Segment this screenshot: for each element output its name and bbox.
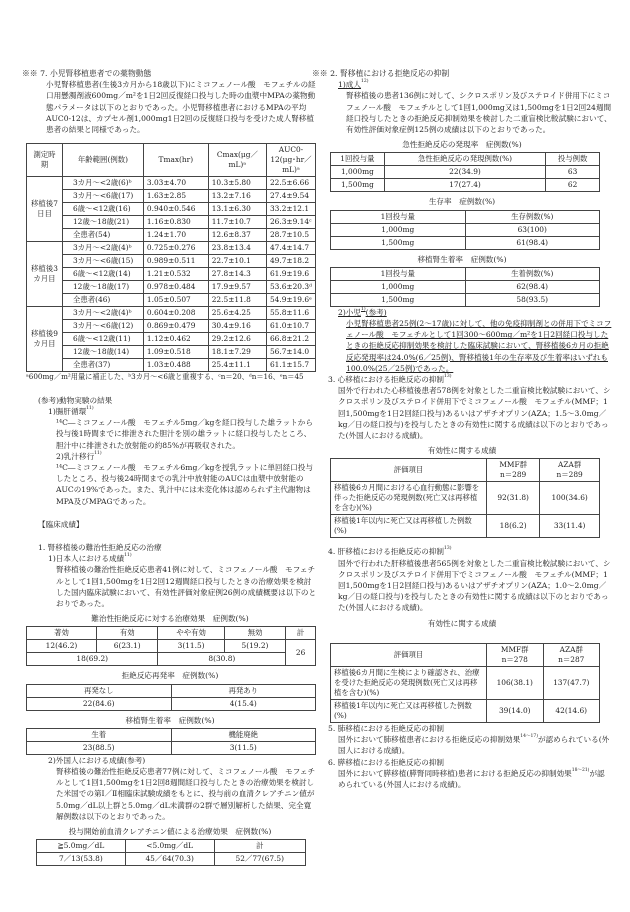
pk-header-age: 年齢範囲(例数) <box>62 144 143 177</box>
pk-cell: 22.5±6.66 <box>266 177 315 190</box>
cell: 45／64(70.3) <box>125 853 214 866</box>
treatment-effect-table <box>26 626 316 666</box>
pk-cell: 0.989±0.511 <box>143 255 208 268</box>
cell: 1,500mg <box>331 293 466 306</box>
reference-superscript: 11) <box>86 405 94 411</box>
table-row <box>27 242 316 255</box>
cell: 7／13(53.8) <box>37 853 126 866</box>
cell-total: 26 <box>286 640 316 666</box>
cell <box>487 459 540 482</box>
animal-sub1-title-text: 1)腸肝循環 <box>48 406 87 416</box>
pk-cell: 23.8±13.4 <box>208 242 266 255</box>
cell: 52／77(67.5) <box>214 853 305 866</box>
pk-cell: 18.1±7.29 <box>208 346 266 359</box>
table-row <box>27 294 316 307</box>
pk-cell: 17.9±9.57 <box>208 281 266 294</box>
pk-cell: 0.940±0.546 <box>143 203 208 216</box>
table-caption: 移植腎生着率 症例数(%) <box>417 254 507 264</box>
cell <box>487 643 543 666</box>
pk-cell: 12.6±8.37 <box>208 229 266 242</box>
reference-superscript: 14〜17) <box>520 734 538 740</box>
survival-rate-table <box>330 210 600 250</box>
table-row <box>27 203 316 216</box>
pk-cell: 61.0±10.7 <box>266 320 315 333</box>
cell: 無効 <box>224 627 285 640</box>
cell: 投与例数 <box>546 153 600 166</box>
cell: 22(84.6) <box>27 697 172 710</box>
section-7-heading: ※※ 7. 小児腎移植患者での薬物動態 <box>22 69 152 78</box>
mmf-header: MMF群 <box>499 460 527 470</box>
pk-cell: 1.24±1.70 <box>143 229 208 242</box>
cell: 62(98.4) <box>465 280 600 293</box>
cell: 有効 <box>97 627 158 640</box>
cell: 17(27.4) <box>384 179 545 192</box>
pk-header-auc: AUC0-12(μg･hr／mL)ᵃ <box>266 144 315 177</box>
cell: 18(69.2) <box>27 653 158 666</box>
pk-cell: 1.03±0.488 <box>143 359 208 372</box>
reference-superscript: 18〜21) <box>571 767 590 773</box>
aza-n: n＝287 <box>558 654 585 664</box>
cell: 急性拒絶反応の発現例数(%) <box>384 153 545 166</box>
section-5-text-a: 国外において肺移植患者における拒絶反応の抑制効果 <box>338 735 521 745</box>
aza-n: n＝289 <box>556 470 583 480</box>
table-row <box>27 307 316 320</box>
section-2-sub2-suffix: (参考) <box>365 307 387 317</box>
mmf-n: n＝278 <box>501 654 528 664</box>
pk-cell: 3カ月～<2歳(4)ᵇ <box>62 307 143 320</box>
pk-cell: 全患者(37) <box>62 359 143 372</box>
section-2-sub2-title-text: 2)小児 <box>338 307 361 317</box>
pk-cell: 27.8±14.3 <box>208 268 266 281</box>
cell: 生存例数(%) <box>465 210 600 223</box>
table-row <box>27 281 316 294</box>
reference-superscript: 13) <box>443 546 452 552</box>
cell: 生着例数(%) <box>465 267 600 280</box>
pk-cell: 25.4±11.1 <box>208 359 266 372</box>
animal-sub1-title <box>22 406 318 417</box>
cell: 評価項目 <box>331 459 487 482</box>
cell: 58(93.5) <box>465 293 600 306</box>
pk-table-footnote: ᵃ600mg／m²用量に補正した、ᵇ3カ月～<6歳と重複する、ᶜn＝20、ᵈn＝16、ᵉn＝45 <box>26 372 304 382</box>
cell: 1,000mg <box>331 166 385 179</box>
cell: 機能廃絶 <box>171 728 316 741</box>
cell: 39(14.0) <box>487 699 543 722</box>
cell: 移植後6カ月間における心血行動態に影響を伴った拒絶反応の発現例数(死亡又は再移植を含む)(%) <box>331 482 487 515</box>
table-caption: 移植腎生着率 症例数(%) <box>125 715 215 725</box>
section-6-text-b: が認められている(外国人における成績)。 <box>338 768 605 789</box>
pk-cell: 30.4±9.16 <box>208 320 266 333</box>
cell: 5(19.2) <box>224 640 285 653</box>
clinical-s1-sub1-title-text: 1)日本人における成績 <box>48 554 125 564</box>
table-row <box>27 229 316 242</box>
clinical-s1-title: 1. 腎移植後の難治性拒絶反応の治療 <box>38 542 162 552</box>
pk-cell: 47.4±14.7 <box>266 242 315 255</box>
pk-cell: 55.8±11.6 <box>266 307 315 320</box>
pk-cell: 0.604±0.208 <box>143 307 208 320</box>
section-2-sub2-text: 小児腎移植患者25例(2～17歳)に対して、他の免疫抑制剤との併用下でミコフェノール酸 モフェチルとして1回300～600mg／m²を1日2回経口投与したときの拒絶反応抑制効果を検討した臨床試験において、腎移植後6カ月の拒絶反応発現率は24.0%(6／25例)、腎移植後1年の生存率及び生着率はいずれも100.0%(25／25例)であった。 <box>346 319 612 373</box>
pk-cell: 1.21±0.532 <box>143 268 208 281</box>
table-row <box>27 268 316 281</box>
pk-cell: 6歳～<12歳(14) <box>62 268 143 281</box>
pk-cell: 10.3±5.80 <box>208 177 266 190</box>
cell: 92(31.8) <box>487 482 540 515</box>
section-6-text-a: 国外において膵移植(膵腎同時移植)患者における拒絶反応の抑制効果 <box>338 768 572 778</box>
section-3-heading <box>312 374 612 385</box>
pk-cell: 54.9±19.6ᵉ <box>266 294 315 307</box>
section-3-heading-text: 3. 心移植における拒絶反応の抑制 <box>328 375 444 385</box>
section-3-text: 国外で行われた心移植後患者578例を対象とした二重盲検比較試験において、シクロスポリン及びステロイド併用下でミコフェノール酸 モフェチル(MMF；1回1,500mgを1日2回経口投与)あるいはアザチオプリン(AZA；1.5～3.0mg／kg／日の経口投与)を投与したときの有効性に関する成績は以下のとおりであった(外国人における成績)。 <box>338 386 611 441</box>
section-2-sub1-text: 腎移植後の患者136例に対して、シクロスポリン及びステロイド併用下にミコフェノール酸 モフェチルとして1回1,000mg又は1,500mgを1日2回24週間経口投与したときの拒絶反応抑制効果を検討した二重盲検比較試験において、有効性評価対象症例125例の成績は以下のとおりであった。 <box>346 91 612 135</box>
section-2-sub1-title-text: 1)成人 <box>338 80 361 90</box>
reference-superscript: 1) <box>360 306 366 312</box>
section-7-paragraph: 小児腎移植患者(生後3カ月から18歳以下)にミコフェノール酸 モフェチルの経口用懸濁剤液600mg／m²を1日2回反復経口投与した時の血漿中MPAの薬物動態パラメータは以下のとおりであった。小児腎移植患者におけるMPAの平均AUC0-12は、カプセル剤1,000mg1日2回の反復経口投与を受けた成人腎移植患者の結果と同様であった。 <box>46 80 316 135</box>
cell: 63 <box>546 166 600 179</box>
pk-cell: 56.7±14.0 <box>266 346 315 359</box>
clinical-s1-sub2-text: 腎移植後の難治性拒絶反応患者77例に対して、ミコフェノール酸 モフェチルとして1回1,500mgを1日2回8週間経口投与したときの治療効果を検討した米国での第Ⅰ／Ⅱ相臨床試験成績をもとに、投与前の血清クレアチニン値が5.0mg／dL以上群と5.0mg／dL未満群の2群で層別解析した結果、完全寛解例数は以下のとおりであった。 <box>56 766 316 821</box>
cell: 3(11.5) <box>171 741 316 754</box>
cell: 6(23.1) <box>97 640 158 653</box>
animal-sub2-text: ¹⁴C―ミコフェノール酸 モフェチル6mg／kgを授乳ラットに単回経口投与したところ、投与後24時間までの乳汁中放射能のAUCは血漿中放射能のAUCの19%であった。また、乳汁中には未変化体は認められず主代謝物はMPA及びMPAGであった。 <box>56 462 313 506</box>
pk-cell: 61.9±19.6 <box>266 268 315 281</box>
pk-cell: 61.1±15.7 <box>266 359 315 372</box>
cell: 63(100) <box>465 223 600 236</box>
reference-superscript: 13) <box>443 374 452 380</box>
pk-cell: 49.7±18.2 <box>266 255 315 268</box>
cell: 18(6.2) <box>487 515 540 538</box>
pk-cell: 1.09±0.518 <box>143 346 208 359</box>
cell: 8(30.8) <box>158 653 286 666</box>
cell: 1回投与量 <box>331 267 466 280</box>
cell: 1回投与量 <box>331 153 385 166</box>
section-2-heading: ※※ 2. 腎移植における拒絶反応の抑制 <box>312 69 450 78</box>
cell: 1回投与量 <box>331 210 466 223</box>
clinical-s1-sub2-title: 2)外国人における成績(参考) <box>48 755 146 765</box>
pk-header-tmax: Tmax(hr) <box>143 144 208 177</box>
cell: 1,000mg <box>331 223 466 236</box>
pk-cell: 全患者(46) <box>62 294 143 307</box>
cell: 再発なし <box>27 684 172 697</box>
table-row <box>27 320 316 333</box>
pk-cell: 1.05±0.507 <box>143 294 208 307</box>
table-caption: 難治性拒絶反応に対する治療効果 症例数(%) <box>91 614 249 624</box>
recurrence-rate-table <box>26 684 316 711</box>
section-6-heading: 6. 膵移植における拒絶反応の抑制 <box>328 757 444 767</box>
graft-survival-adult-table <box>330 267 600 307</box>
pk-cell: 22.7±10.1 <box>208 255 266 268</box>
section-6-text <box>312 768 612 790</box>
cell: 3(11.5) <box>158 640 224 653</box>
table-caption: 有効性に関する成績 <box>427 618 497 628</box>
pk-cell: 3カ月～<6歳(17) <box>62 190 143 203</box>
section-5-text-b: が認められている(外国人における成績)。 <box>338 735 610 756</box>
cell: 4(15.4) <box>171 697 316 710</box>
pk-cell: 3カ月～<2歳(6)ᵇ <box>62 177 143 190</box>
cell: 62 <box>546 179 600 192</box>
cell: 42(14.6) <box>543 699 600 722</box>
cell: 23(88.5) <box>27 741 172 754</box>
cell: やや有効 <box>158 627 224 640</box>
section-5-heading: 5. 肺移植における拒絶反応の抑制 <box>328 723 444 733</box>
mmf-header: MMF群 <box>500 644 529 654</box>
cell: 61(98.4) <box>465 236 600 249</box>
liver-efficacy-table <box>330 643 600 723</box>
pk-cell: 3カ月～<6歳(15) <box>62 255 143 268</box>
pk-cell: 12歳～18歳(21) <box>62 216 143 229</box>
cell: 33(11.4) <box>540 515 600 538</box>
pk-table-body <box>27 177 316 372</box>
pk-cell: 12歳～18歳(14) <box>62 346 143 359</box>
cell: 1,000mg <box>331 280 466 293</box>
cell: 計 <box>286 627 316 640</box>
pk-cell: 0.978±0.484 <box>143 281 208 294</box>
pk-period-cell: 移植後3カ月目 <box>27 242 63 307</box>
pk-cell: 1.12±0.462 <box>143 333 208 346</box>
pk-cell: 1.16±0.830 <box>143 216 208 229</box>
pk-cell: 33.2±12.1 <box>266 203 315 216</box>
pk-cell: 6歳～<12歳(16) <box>62 203 143 216</box>
section-4-text: 国外で行われた肝移植後患者565例を対象とした二重盲検比較試験において、シクロスポリン及びステロイド併用下でミコフェノール酸 モフェチル(MMF；1回1,500mgを1日2回経口投与)あるいはアザチオプリン(AZA；1.0～2.0mg／kg／日の経口投与)を投与したときの有効性に関する成績は以下のとおりであった(外国人における成績)。 <box>338 558 611 613</box>
animal-sub2-title-text: 2)乳汁移行 <box>56 451 95 461</box>
cell: ≧5.0mg／dL <box>37 840 126 853</box>
reference-superscript: 12) <box>360 79 369 85</box>
table-row <box>27 333 316 346</box>
cell <box>543 643 600 666</box>
pk-cell: 25.6±4.25 <box>208 307 266 320</box>
table-caption: 投与開始前血清クレアチニン値による治療効果 症例数(%) <box>68 827 272 836</box>
section-2-sub1-title <box>312 79 612 90</box>
cell: 移植後6カ月間に生検により確認され、治療を受けた拒絶反応の発現例数(死亡又は再移植を含む)(%) <box>331 666 487 699</box>
table-caption: 拒絶反応再発率 症例数(%) <box>121 671 219 681</box>
pk-cell: 26.3±9.14ᶜ <box>266 216 315 229</box>
pk-cell: 22.5±11.8 <box>208 294 266 307</box>
mmf-n: n＝289 <box>500 470 527 480</box>
pk-cell: 3.03±4.70 <box>143 177 208 190</box>
pk-period-cell: 移植後7日目 <box>27 177 63 242</box>
cell: 移植後1年以内に死亡又は再移植した例数(%) <box>331 515 487 538</box>
cell: 1,500mg <box>331 179 385 192</box>
section-5-text <box>312 734 612 756</box>
cell: 100(34.6) <box>540 482 600 515</box>
cell: 生着 <box>27 728 172 741</box>
cell: 移植後1年以内に死亡又は再移植した例数(%) <box>331 699 487 722</box>
aza-header: AZA群 <box>559 644 583 654</box>
section-4-heading <box>312 546 612 557</box>
section-2-sub2-title <box>312 307 612 318</box>
pk-cell: 66.8±21.2 <box>266 333 315 346</box>
table-row <box>27 190 316 203</box>
table-caption: 有効性に関する成績 <box>427 446 497 456</box>
pk-cell: 53.6±20.3ᵈ <box>266 281 315 294</box>
pk-cell: 全患者(54) <box>62 229 143 242</box>
pk-header-cmax: Cmax(μg／mL)ᵃ <box>208 144 266 177</box>
pk-header-period: 測定時期 <box>27 144 63 177</box>
cell: <5.0mg／dL <box>125 840 214 853</box>
reference-superscript: 11) <box>94 450 102 456</box>
graft-survival-table <box>26 728 316 755</box>
cell: 137(47.7) <box>543 666 600 699</box>
table-row <box>27 359 316 372</box>
cell: 評価項目 <box>331 643 487 666</box>
acute-rejection-table <box>330 152 600 192</box>
pk-cell: 12歳～18歳(17) <box>62 281 143 294</box>
pk-cell: 1.63±2.85 <box>143 190 208 203</box>
aza-header: AZA群 <box>558 460 582 470</box>
animal-sub2-title <box>22 451 318 462</box>
table-caption: 急性拒絶反応の発現率 症例数(%) <box>402 140 522 150</box>
right-column <box>312 68 612 790</box>
cell: 再発あり <box>171 684 316 697</box>
pk-cell: 0.725±0.276 <box>143 242 208 255</box>
cell: 106(38.1) <box>487 666 543 699</box>
cell: 22(34.9) <box>384 166 545 179</box>
table-row <box>27 346 316 359</box>
heart-efficacy-table <box>330 458 600 538</box>
cell: 著効 <box>27 627 97 640</box>
pk-cell: 3カ月～<6歳(12) <box>62 320 143 333</box>
cell: 計 <box>214 840 305 853</box>
clinical-s1-sub1-text: 腎移植後の難治性拒絶反応患者41例に対して、ミコフェノール酸 モフェチルとして1回1,500mgを1日2回12週間経口投与したときの治療効果を検討した国内臨床試験において、有効性評価対象症例26例の成績概要は以下のとおりであった。 <box>56 565 317 608</box>
table-row <box>27 216 316 229</box>
pk-cell: 6歳～<12歳(11) <box>62 333 143 346</box>
table-caption: 生存率 症例数(%) <box>428 197 496 207</box>
clinical-heading: 【臨床成績】 <box>38 519 84 529</box>
clinical-s1-sub1-title <box>22 553 318 564</box>
pk-parameters-table <box>26 143 316 372</box>
table-row <box>27 255 316 268</box>
pk-cell: 3カ月～<2歳(4)ᵇ <box>62 242 143 255</box>
pk-cell: 0.869±0.479 <box>143 320 208 333</box>
reference-superscript: 11) <box>124 553 132 559</box>
section-4-heading-text: 4. 肝移植における拒絶反応の抑制 <box>328 547 444 557</box>
pk-cell: 11.7±10.7 <box>208 216 266 229</box>
cell: 12(46.2) <box>27 640 97 653</box>
creatinine-effect-table <box>36 839 306 866</box>
table-row <box>27 177 316 190</box>
cell <box>540 459 600 482</box>
animal-sub1-text: ¹⁴C―ミコフェノール酸 モフェチル5mg／kgを経口投与した雄ラットから投与後1時間までに排泄された胆汁を別の雄ラットに経口投与したところ、胆汁中に排泄された放射能の約85%が再吸収された。 <box>56 418 313 450</box>
pk-cell: 13.1±6.30 <box>208 203 266 216</box>
left-column <box>22 68 318 866</box>
pk-cell: 13.2±7.16 <box>208 190 266 203</box>
pk-cell: 27.4±9.54 <box>266 190 315 203</box>
pk-period-cell: 移植後9カ月目 <box>27 307 63 372</box>
animal-heading: (参考)動物実験の結果 <box>38 395 113 405</box>
pk-cell: 29.2±12.6 <box>208 333 266 346</box>
cell: 1,500mg <box>331 236 466 249</box>
pk-cell: 28.7±10.5 <box>266 229 315 242</box>
